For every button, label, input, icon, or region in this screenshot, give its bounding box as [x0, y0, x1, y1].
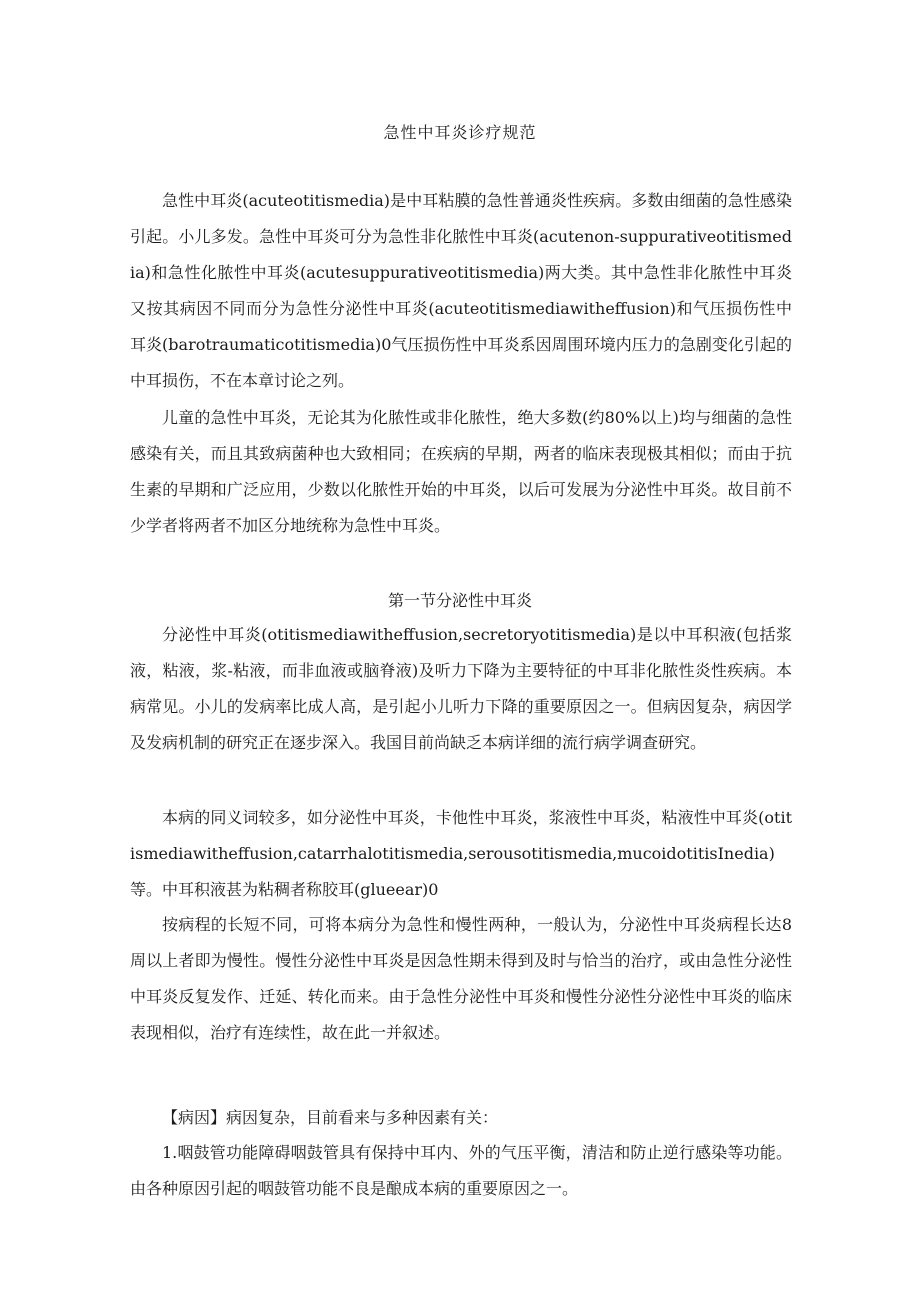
section-title: 第一节分泌性中耳炎 — [387, 591, 532, 610]
intro-paragraph-2: 儿童的急性中耳炎，无论其为化脓性或非化脓性，绝大多数(约80%以上)均与细菌的急性感染有关，而且其致病菌种也大致相同；在疾病的早期，两者的临床表现极其相似；而由于抗生素的早期和广泛应用，少数以化脓性开始的中耳炎，以后可发展为分泌性中耳炎。故目前不少学者将两者不加区分地统称为急性中耳炎。 — [130, 408, 792, 535]
section-paragraph-3: 按病程的长短不同，可将本病分为急性和慢性两种，一般认为，分泌性中耳炎病程长达8周以上者即为慢性。慢性分泌性中耳炎是因急性期未得到及时与恰当的治疗，或由急性分泌性中耳炎反复发作、迁延、转化而来。由于急性分泌性中耳炎和慢性分泌性分泌性中耳炎的临床表现相似，治疗有连续性，故在此一并叙述。 — [130, 915, 792, 1042]
etiology-heading: 【病因】病因复杂，目前看来与多种因素有关： — [162, 1108, 499, 1127]
section-paragraph-1: 分泌性中耳炎(otitismediawitheffusion,secretoryotitismedia)是以中耳积液(包括浆液，粘液，浆-粘液，而非血液或脑脊液)及听力下降为主要特征的中耳非化脓性炎性疾病。本病常见。小儿的发病率比成人高，是引起小儿听力下降的重要原因之一。但病因复杂，病因学及发病机制的研究正在逐步深入。我国目前尚缺乏本病详细的流行病学调查研究。 — [130, 625, 792, 752]
etiology-item-1: 1.咽鼓管功能障碍咽鼓管具有保持中耳内、外的气压平衡，清洁和防止逆行感染等功能。由各种原因引起的咽鼓管功能不良是酿成本病的重要原因之一。 — [130, 1143, 792, 1198]
intro-paragraph-1: 急性中耳炎(acuteotitismedia)是中耳粘膜的急性普通炎性疾病。多数由细菌的急性感染引起。小儿多发。急性中耳炎可分为急性非化脓性中耳炎(acutenon-suppurativeotitismedia)和急性化脓性中耳炎(acutesuppurativeotitismedia)两大类。其中急性非化脓性中耳炎又按其病因不同而分为急性分泌性中耳炎(acuteotitismediawitheffusion)和气压损伤性中耳炎(barotraumaticotitismedia)0气压损伤性中耳炎系因周围环境内压力的急剧变化引起的中耳损伤，不在本章讨论之列。 — [130, 191, 792, 390]
section-paragraph-2: 本病的同义词较多，如分泌性中耳炎，卡他性中耳炎，浆液性中耳炎，粘液性中耳炎(otitismediawitheffusion,catarrhalotitismedia,serousotitismedia,mucoidotitisInedia)等。中耳积液甚为粘稠者称胶耳(glueear)0 — [130, 808, 792, 899]
document-title: 急性中耳炎诊疗规范 — [383, 123, 537, 142]
